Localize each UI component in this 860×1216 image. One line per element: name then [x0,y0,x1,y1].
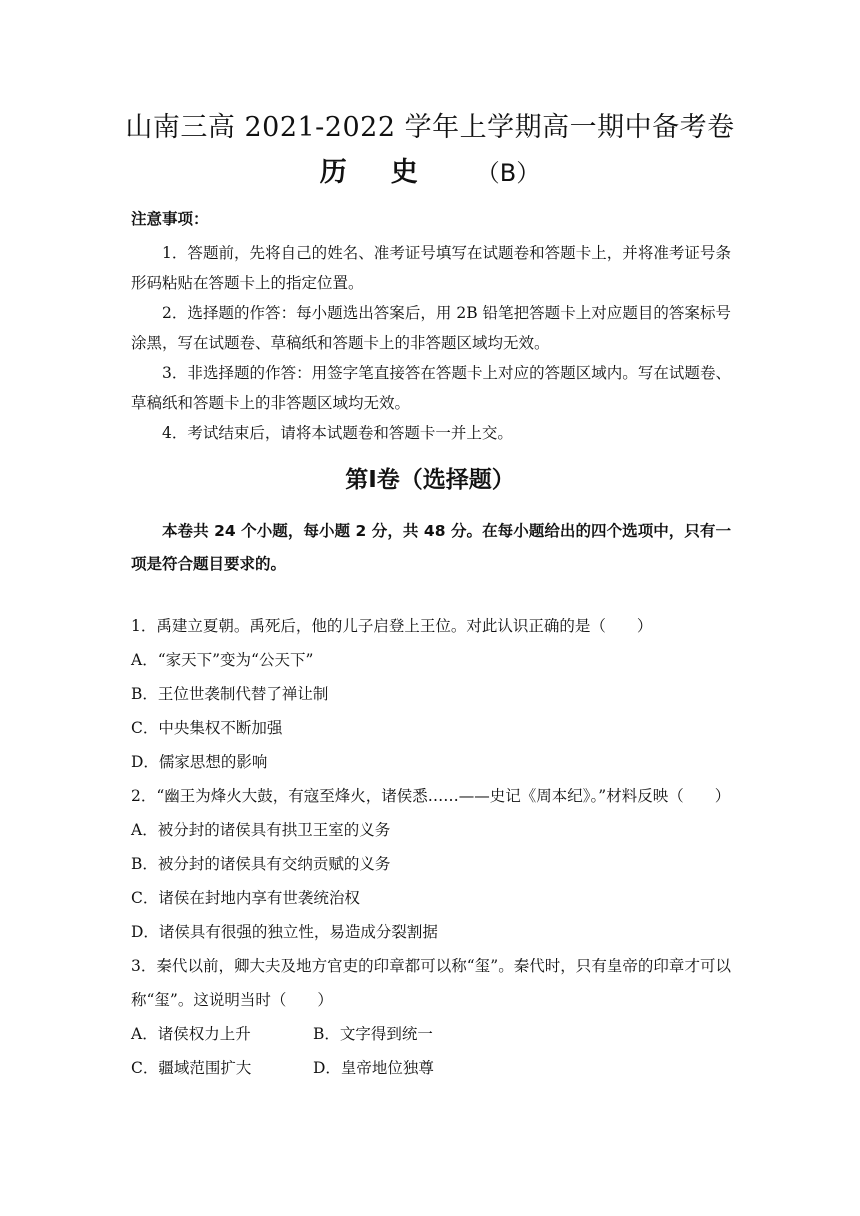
subject-char-2: 史 [390,157,418,188]
question-3-options-row-1 [131,1017,731,1051]
notice-heading: 注意事项： [131,210,209,228]
question-3-options-row-2 [131,1051,731,1085]
question-2-stem: 2．“幽王为烽火大鼓，有寇至烽火，诸侯悉……——史记《周本纪》。”材料反映（ ） [131,787,731,805]
notice-item: 1．答题前，先将自己的姓名、准考证号填写在试题卷和答题卡上，并将准考证号条形码粘贴在答题卡上的指定位置。 [131,244,731,292]
notice-item: 2．选择题的作答：每小题选出答案后，用 2B 铅笔把答题卡上对应题目的答案标号涂黑，写在试题卷、草稿纸和答题卡上的非答题区域均无效。 [131,304,731,352]
question-3-option-c: C．疆域范围扩大 [131,1059,252,1077]
question-2-option-a: A．被分封的诸侯具有拱卫王室的义务 [131,821,391,839]
question-1-stem: 1．禹建立夏朝。禹死后，他的儿子启登上王位。对此认识正确的是（ ） [131,617,653,635]
paper-version: （B） [475,159,541,187]
section-title: 第Ⅰ卷（选择题） [345,467,515,493]
notice-item: 3．非选择题的作答：用签字笔直接答在答题卡上对应的答题区域内。写在试题卷、草稿纸和答题卡上的非答题区域均无效。 [131,364,731,412]
question-3-stem: 3．秦代以前，卿大夫及地方官吏的印章都可以称“玺”。秦代时，只有皇帝的印章才可以称“玺”。这说明当时（ ） [131,957,731,1009]
question-list [131,609,731,1085]
question-1-option-c: C．中央集权不断加强 [131,719,283,737]
question-1-option-a: A．“家天下”变为“公天下” [131,651,314,669]
notice-list [131,238,731,448]
subject-char-1: 历 [319,157,347,188]
question-1-option-d: D．儒家思想的影响 [131,753,268,771]
subject-title [0,155,860,191]
question-2-option-d: D．诸侯具有很强的独立性，易造成分裂割据 [131,923,438,941]
question-3-option-b: B．文字得到统一 [313,1025,433,1043]
question-3-option-d: D．皇帝地位独尊 [313,1059,434,1077]
section-instructions: 本卷共 24 个小题，每小题 2 分，共 48 分。在每小题给出的四个选项中，只有一项是符合题目要求的。 [131,522,731,573]
question-3-option-a: A．诸侯权力上升 [131,1025,251,1043]
question-1-option-b: B．王位世袭制代替了禅让制 [131,685,329,703]
question-2-option-c: C．诸侯在封地内享有世袭统治权 [131,889,360,907]
exam-title: 山南三高 2021-2022 学年上学期高一期中备考卷 [125,112,735,143]
notice-item: 4．考试结束后，请将本试题卷和答题卡一并上交。 [162,424,513,442]
question-2-option-b: B．被分封的诸侯具有交纳贡赋的义务 [131,855,391,873]
